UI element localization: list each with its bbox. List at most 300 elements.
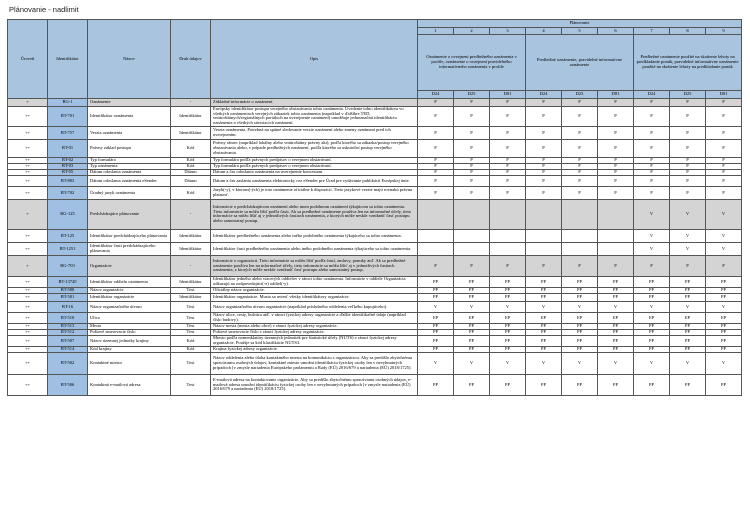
cell-description: Poštové smerovacie číslo v rámci fyzickej adresy organizácie.: [211, 329, 418, 335]
cell-identifier: BT-125: [48, 229, 88, 242]
cell-value: P: [706, 186, 742, 199]
header-number: 4: [526, 28, 562, 35]
cell-value: PP: [418, 335, 454, 346]
cell-value: P: [670, 126, 706, 139]
cell-level: ++: [8, 169, 48, 175]
cell-name: Kontaktná e-mailová adresa: [88, 374, 171, 395]
cell-level: ++: [8, 126, 48, 139]
cell-value: P: [418, 107, 454, 127]
cell-value: PP: [490, 276, 526, 287]
cell-data-type: Dátum: [171, 169, 211, 175]
cell-value: PP: [418, 346, 454, 352]
cell-value: P: [562, 175, 598, 186]
cell-value: PP: [562, 276, 598, 287]
cell-level: ++: [8, 312, 48, 323]
cell-value: [526, 242, 562, 255]
cell-value: PP: [706, 276, 742, 287]
cell-value: [454, 229, 490, 242]
cell-value: [526, 199, 562, 229]
cell-value: V: [562, 352, 598, 374]
cell-description: Identifikátor organizácie. Musia sa uviesť všetky identifikátory organizácie.: [211, 293, 418, 301]
cell-value: PP: [562, 287, 598, 293]
cell-value: PP: [454, 293, 490, 301]
cell-value: P: [706, 169, 742, 175]
cell-value: PP: [634, 323, 670, 329]
cell-value: PP: [526, 287, 562, 293]
cell-identifier: BT-513: [48, 323, 88, 329]
cell-value: P: [454, 163, 490, 169]
cell-data-type: Text: [171, 287, 211, 293]
cell-value: P: [526, 99, 562, 107]
cell-value: V: [598, 352, 634, 374]
cell-description: Dátum a čas zaslania oznámenia elektronicky cez eSender pre Úrad pre vydávanie publikácií Európskej únie.: [211, 175, 418, 186]
cell-identifier: BT-510: [48, 312, 88, 323]
cell-value: P: [670, 175, 706, 186]
table-row: [8, 99, 742, 107]
cell-value: P: [454, 157, 490, 163]
cell-description: Právny rámec (napríklad lokálny alebo vnútroštátny právny akt), podľa ktorého sa zákazka/postup verejného obstarávania alebo, v prípade predbežných oznámení, podľa ktorého sa uskutoční postup verejného obstarávania.: [211, 139, 418, 157]
cell-value: V: [634, 199, 670, 229]
cell-value: P: [454, 169, 490, 175]
cell-value: P: [670, 107, 706, 127]
header-code: D24: [634, 91, 670, 99]
cell-value: PP: [490, 329, 526, 335]
cell-value: P: [634, 157, 670, 163]
cell-value: P: [526, 107, 562, 127]
cell-level: +: [8, 199, 48, 229]
cell-value: V: [418, 301, 454, 312]
cell-value: P: [418, 186, 454, 199]
cell-identifier: BG-703: [48, 255, 88, 276]
cell-data-type: Text: [171, 323, 211, 329]
cell-identifier: BG-125: [48, 199, 88, 229]
cell-value: EP: [418, 312, 454, 323]
header-number: 9: [706, 28, 742, 35]
cell-value: V: [670, 352, 706, 374]
cell-identifier: BT-502: [48, 352, 88, 374]
cell-value: EP: [706, 312, 742, 323]
header-number: 6: [598, 28, 634, 35]
cell-value: V: [670, 229, 706, 242]
cell-value: V: [526, 301, 562, 312]
cell-value: PP: [670, 323, 706, 329]
cell-value: PP: [598, 335, 634, 346]
cell-value: PP: [706, 323, 742, 329]
cell-value: P: [454, 175, 490, 186]
cell-value: P: [454, 126, 490, 139]
cell-value: PP: [454, 346, 490, 352]
cell-value: PP: [634, 374, 670, 395]
cell-description: Názov mesta (mesta alebo obce) v rámci fyzickej adresy organizácie.: [211, 323, 418, 329]
cell-name: Ulica: [88, 312, 171, 323]
cell-value: [454, 199, 490, 229]
cell-value: V: [706, 229, 742, 242]
cell-value: P: [526, 163, 562, 169]
header-code: D25: [670, 91, 706, 99]
cell-value: PP: [598, 346, 634, 352]
cell-value: P: [562, 163, 598, 169]
cell-value: P: [562, 157, 598, 163]
cell-level: ++: [8, 157, 48, 163]
cell-value: P: [706, 163, 742, 169]
cell-name: Kontaktné miesto: [88, 352, 171, 374]
cell-value: V: [526, 352, 562, 374]
cell-value: [598, 242, 634, 255]
cell-value: P: [454, 255, 490, 276]
cell-value: [454, 242, 490, 255]
table-row: [8, 312, 742, 323]
cell-identifier: BT-803: [48, 175, 88, 186]
cell-identifier: BT-701: [48, 107, 88, 127]
cell-data-type: Kód: [171, 186, 211, 199]
cell-value: PP: [526, 335, 562, 346]
header-data-type: Druh údajov: [171, 20, 211, 99]
cell-name: Právny základ postupu: [88, 139, 171, 157]
cell-value: P: [490, 175, 526, 186]
cell-value: PP: [634, 293, 670, 301]
cell-description: E-mailová adresa na kontaktovanie organizácie. Aby sa predišlo zbytočnému spracúvaniu osobných údajov, e-mailová adresa umožní identifikáciu fyzickej osoby len v nevyhnutných prípadoch [v zmysle nariadenia (EÚ) 2016/679 a nariadenia (EÚ) 2018/1725].: [211, 374, 418, 395]
cell-level: ++: [8, 374, 48, 395]
cell-value: PP: [634, 287, 670, 293]
cell-value: PP: [562, 329, 598, 335]
cell-value: P: [598, 255, 634, 276]
cell-name: Predchádzajúce plánovanie: [88, 199, 171, 229]
data-table: [7, 19, 742, 396]
cell-value: P: [634, 186, 670, 199]
cell-value: V: [490, 301, 526, 312]
cell-description: Dátum a čas odoslania oznámenia na uverejnenie koncesiam.: [211, 169, 418, 175]
cell-value: P: [670, 157, 706, 163]
cell-identifier: BT-501: [48, 293, 88, 301]
cell-value: P: [634, 163, 670, 169]
cell-value: P: [634, 139, 670, 157]
table-row: [8, 175, 742, 186]
cell-identifier: BT-507: [48, 335, 88, 346]
cell-data-type: -: [171, 199, 211, 229]
cell-level: +: [8, 99, 48, 107]
cell-value: P: [670, 255, 706, 276]
cell-identifier: BT-03: [48, 163, 88, 169]
cell-value: PP: [598, 287, 634, 293]
cell-value: P: [526, 169, 562, 175]
cell-value: P: [418, 99, 454, 107]
cell-value: V: [490, 352, 526, 374]
cell-identifier: BT-512: [48, 329, 88, 335]
header-planning: Plánovanie: [418, 20, 742, 28]
cell-value: PP: [454, 335, 490, 346]
cell-data-type: Kód: [171, 335, 211, 346]
cell-value: [562, 199, 598, 229]
header-code: D81: [490, 91, 526, 99]
cell-name: Poštové smerovacie číslo: [88, 329, 171, 335]
cell-value: P: [670, 99, 706, 107]
cell-value: P: [598, 139, 634, 157]
cell-value: PP: [670, 346, 706, 352]
cell-value: P: [490, 126, 526, 139]
cell-value: P: [526, 157, 562, 163]
cell-value: P: [418, 139, 454, 157]
header-group-3: Predbežné oznámenie použité na skrátenie lehoty na predkladanie ponúk, pravidelné informatívne oznámenie použité na skrátenie lehoty na predkladanie ponúk: [634, 35, 742, 91]
cell-value: V: [562, 301, 598, 312]
cell-value: [562, 242, 598, 255]
cell-level: ++: [8, 335, 48, 346]
cell-value: EP: [526, 312, 562, 323]
cell-name: Kód krajiny: [88, 346, 171, 352]
header-code: D24: [526, 91, 562, 99]
cell-data-type: Identifikátor: [171, 242, 211, 255]
cell-value: P: [490, 255, 526, 276]
cell-level: ++: [8, 139, 48, 157]
cell-identifier: BT-13720: [48, 276, 88, 287]
cell-value: PP: [634, 329, 670, 335]
header-number: 1: [418, 28, 454, 35]
cell-value: PP: [634, 276, 670, 287]
cell-value: PP: [670, 287, 706, 293]
cell-value: P: [562, 139, 598, 157]
cell-level: ++: [8, 287, 48, 293]
cell-value: P: [706, 157, 742, 163]
cell-value: PP: [418, 323, 454, 329]
cell-level: ++: [8, 329, 48, 335]
cell-value: PP: [598, 276, 634, 287]
cell-value: [418, 229, 454, 242]
cell-value: P: [562, 99, 598, 107]
cell-value: V: [634, 242, 670, 255]
cell-identifier: BT-514: [48, 346, 88, 352]
cell-value: PP: [598, 293, 634, 301]
cell-value: [562, 229, 598, 242]
cell-description: Identifikátor predbežného oznámenia alebo iného podobného oznámenia týkajúceho sa tohto oznámenia.: [211, 229, 418, 242]
cell-value: PP: [598, 329, 634, 335]
cell-data-type: Kód: [171, 346, 211, 352]
cell-identifier: BT-05: [48, 169, 88, 175]
cell-value: P: [598, 157, 634, 163]
cell-value: PP: [418, 287, 454, 293]
cell-level: ++: [8, 175, 48, 186]
cell-description: Verzia oznámenia. Potrebná na spätné sledovanie verzie oznámení alebo zmeny oznámení pred ich uverejnením.: [211, 126, 418, 139]
cell-value: PP: [526, 346, 562, 352]
cell-value: PP: [490, 323, 526, 329]
cell-level: ++: [8, 163, 48, 169]
cell-value: P: [490, 169, 526, 175]
cell-data-type: -: [171, 99, 211, 107]
header-code: D81: [706, 91, 742, 99]
cell-value: PP: [454, 374, 490, 395]
cell-value: P: [706, 99, 742, 107]
cell-name: Názov územnej jednotky krajiny: [88, 335, 171, 346]
table-row: [8, 255, 742, 276]
cell-description: Identifikátor jedného alebo viacerých oddielov v rámci tohto oznámenia. Informácie v oddiele Organizácia odkazujú na zodpovedajúci(-e) oddiel(-y).: [211, 276, 418, 287]
cell-identifier: BT-506: [48, 374, 88, 395]
cell-name: Názov organizácie: [88, 287, 171, 293]
header-group-2: Predbežné oznámenie, pravidelné informatívne oznámenie: [526, 35, 634, 91]
cell-value: PP: [418, 329, 454, 335]
cell-value: V: [634, 352, 670, 374]
table-row: [8, 335, 742, 346]
cell-value: PP: [490, 293, 526, 301]
cell-value: P: [562, 255, 598, 276]
cell-value: [490, 229, 526, 242]
cell-level: ++: [8, 323, 48, 329]
cell-value: P: [598, 126, 634, 139]
cell-value: P: [598, 186, 634, 199]
cell-description: Krajina fyzickej adresy organizácie.: [211, 346, 418, 352]
cell-name: Identifikátor oddielu oznámenia: [88, 276, 171, 287]
cell-value: P: [562, 186, 598, 199]
cell-data-type: -: [171, 255, 211, 276]
cell-value: P: [598, 169, 634, 175]
cell-value: P: [706, 139, 742, 157]
table-body: [8, 99, 742, 396]
cell-value: P: [634, 169, 670, 175]
cell-value: V: [454, 301, 490, 312]
cell-data-type: Text: [171, 329, 211, 335]
cell-data-type: Identifikátor: [171, 293, 211, 301]
cell-value: P: [670, 139, 706, 157]
header-group-1: Oznámenie o ovzejnení predbežného oznámenia v profile, oznámenie o ovzejnení pravidelného informatívneho oznámenia v profile: [418, 35, 526, 91]
table-row: [8, 301, 742, 312]
cell-value: PP: [490, 346, 526, 352]
cell-identifier: BT-1251: [48, 242, 88, 255]
cell-value: V: [706, 352, 742, 374]
cell-identifier: BT-16: [48, 301, 88, 312]
cell-level: ++: [8, 352, 48, 374]
cell-level: ++: [8, 276, 48, 287]
cell-value: PP: [454, 276, 490, 287]
cell-data-type: Text: [171, 352, 211, 374]
cell-name: Verzia oznámenia: [88, 126, 171, 139]
cell-value: P: [562, 169, 598, 175]
cell-value: V: [598, 301, 634, 312]
header-code: D25: [454, 91, 490, 99]
cell-value: PP: [706, 329, 742, 335]
cell-value: P: [418, 169, 454, 175]
cell-value: EP: [598, 312, 634, 323]
cell-value: PP: [634, 335, 670, 346]
header-description: Opis: [211, 20, 418, 99]
cell-identifier: BT-500: [48, 287, 88, 293]
cell-value: V: [418, 352, 454, 374]
cell-level: +: [8, 255, 48, 276]
cell-description: Názov organizačného útvaru organizácie (napríklad príslušného oddelenia veľkého kupujúceho).: [211, 301, 418, 312]
cell-value: P: [562, 107, 598, 127]
cell-data-type: Text: [171, 301, 211, 312]
header-code: D24: [418, 91, 454, 99]
cell-name: Typ oznámenia: [88, 163, 171, 169]
cell-value: V: [454, 352, 490, 374]
cell-description: Informácie o organizácii. Tieto informácie sa môžu líšiť podľa častí, zmluvy, ponuky atď. Ak sa predbežné oznámenie používa len na informačné účely, tieto informácie sa môžu líšiť aj v jednotlivých častiach oznámenia, z ktorých môže neskôr vzniknúť časť postupu alebo samostatný postup.: [211, 255, 418, 276]
page-title: Plánovanie - nadlimit: [9, 5, 79, 14]
cell-description: Jazyk(-y), v ktorom(-ých) je toto oznámenie oficiálne k dispozícii. Tieto jazykové verzie majú rovnakú právnu platnosť.: [211, 186, 418, 199]
cell-value: P: [706, 255, 742, 276]
cell-identifier: BT-702: [48, 186, 88, 199]
cell-value: P: [490, 139, 526, 157]
cell-value: V: [670, 199, 706, 229]
cell-value: PP: [490, 335, 526, 346]
table-row: [8, 126, 742, 139]
cell-value: PP: [634, 346, 670, 352]
cell-value: [526, 229, 562, 242]
cell-value: V: [634, 229, 670, 242]
cell-value: V: [706, 199, 742, 229]
cell-description: Typ formulára podľa právnych predpisov o verejnom obstarávaní.: [211, 163, 418, 169]
cell-value: PP: [706, 346, 742, 352]
cell-data-type: Text: [171, 312, 211, 323]
cell-identifier: BT-757: [48, 126, 88, 139]
cell-value: P: [418, 163, 454, 169]
cell-value: P: [526, 255, 562, 276]
table-row: [8, 107, 742, 127]
cell-value: PP: [418, 374, 454, 395]
cell-value: PP: [598, 374, 634, 395]
cell-value: P: [526, 186, 562, 199]
cell-value: PP: [598, 323, 634, 329]
cell-data-type: Dátum: [171, 175, 211, 186]
cell-description: Identifikátor časti predbežného oznámenia alebo iného podobného oznámenia týkajúceho sa tohto oznámenia.: [211, 242, 418, 255]
cell-data-type: Identifikátor: [171, 126, 211, 139]
cell-value: EP: [634, 312, 670, 323]
cell-value: PP: [418, 293, 454, 301]
cell-level: ++: [8, 242, 48, 255]
cell-description: Základné informácie o oznámení.: [211, 99, 418, 107]
table-row: [8, 352, 742, 374]
cell-value: [598, 199, 634, 229]
cell-value: V: [706, 242, 742, 255]
cell-value: P: [454, 107, 490, 127]
cell-value: P: [562, 126, 598, 139]
header-number: 3: [490, 28, 526, 35]
cell-level: ++: [8, 293, 48, 301]
cell-description: Informácie o predchádzajúcom oznámení alebo inom podobnom oznámení týkajúcom sa tohto oznámenia. Tieto informácie sa môžu líšiť podľa časti. Ak sa predbežné oznámenie používa len na informačné účely, tieto informácie sa môžu líšiť aj v jednotlivých častiach oznámenia, z ktorých môže neskôr vzniknúť časť postupu alebo samostatný postup.: [211, 199, 418, 229]
header-identifier: Identifikátor: [48, 20, 88, 99]
cell-value: P: [490, 186, 526, 199]
cell-value: PP: [526, 276, 562, 287]
cell-value: PP: [454, 287, 490, 293]
cell-data-type: Kód: [171, 139, 211, 157]
cell-description: Názov ulice, cesty, bulváru atď. v rámci fyzickej adresy organizácie a ďalšie identifikačné údaje (napríklad číslo budovy).: [211, 312, 418, 323]
cell-value: P: [490, 163, 526, 169]
table-header: [8, 20, 742, 99]
cell-level: ++: [8, 107, 48, 127]
cell-identifier: BT-01: [48, 139, 88, 157]
cell-value: [490, 199, 526, 229]
cell-level: ++: [8, 186, 48, 199]
cell-name: Identifikátor organizácie: [88, 293, 171, 301]
cell-level: ++: [8, 346, 48, 352]
cell-value: PP: [454, 329, 490, 335]
header-code: D81: [598, 91, 634, 99]
header-number: 5: [562, 28, 598, 35]
cell-value: P: [634, 107, 670, 127]
header-code: D25: [562, 91, 598, 99]
table-row: [8, 374, 742, 395]
cell-name: Úradný jazyk oznámenia: [88, 186, 171, 199]
cell-name: Oznámenie: [88, 99, 171, 107]
header-number: 8: [670, 28, 706, 35]
cell-name: Názov organizačného útvaru: [88, 301, 171, 312]
cell-value: EP: [670, 312, 706, 323]
cell-value: PP: [526, 323, 562, 329]
cell-value: P: [670, 163, 706, 169]
cell-name: Dátum odoslania oznámenia eSender: [88, 175, 171, 186]
cell-value: P: [706, 107, 742, 127]
cell-identifier: BG-1: [48, 99, 88, 107]
cell-value: EP: [454, 312, 490, 323]
cell-value: P: [490, 157, 526, 163]
table-row: [8, 242, 742, 255]
cell-value: P: [598, 175, 634, 186]
cell-value: PP: [562, 323, 598, 329]
